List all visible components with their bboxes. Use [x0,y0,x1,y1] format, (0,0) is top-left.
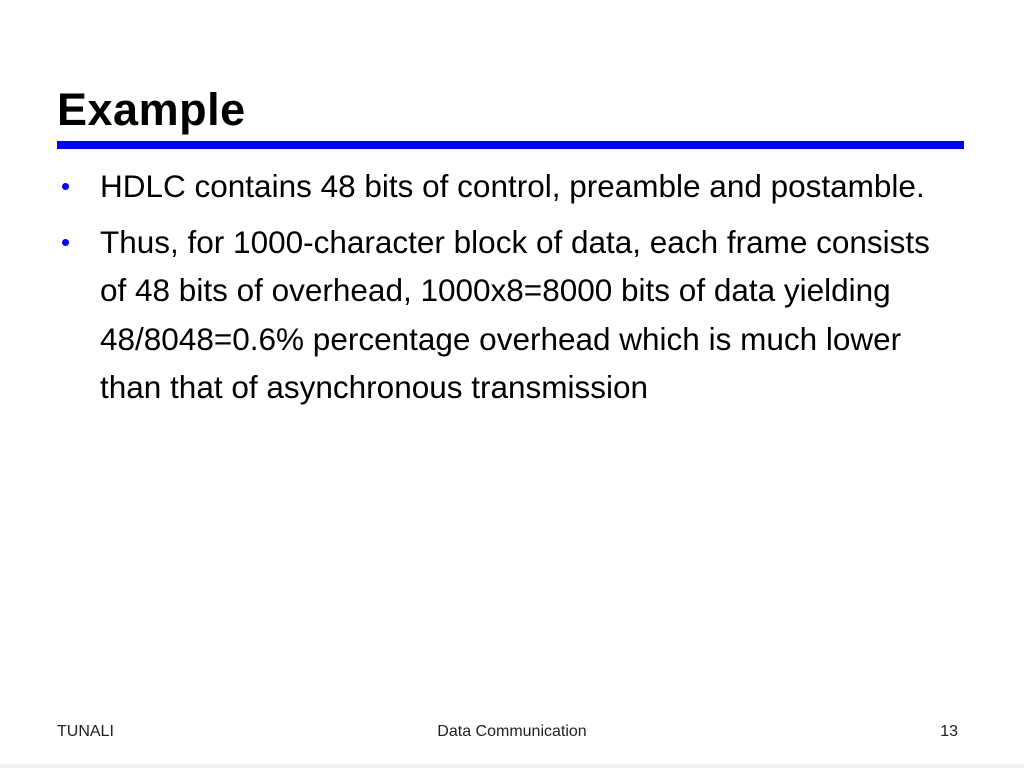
bullet-dot-icon: • [61,171,71,201]
bottom-edge [0,764,1024,768]
slide-title: Example [57,84,246,135]
title-underline [57,141,964,149]
bullet-item [57,162,957,211]
bullet-list [57,162,957,419]
footer-author: TUNALI [57,723,114,740]
footer-course-title: Data Communication [437,723,587,740]
bullet-text: HDLC contains 48 bits of control, preamble and postamble. [100,168,925,204]
bullet-item [57,218,957,412]
page-number: 13 [940,723,958,740]
bullet-dot-icon: • [61,226,71,257]
bullet-text: Thus, for 1000-character block of data, each frame consists of 48 bits of overhead, 1000x8=8000 bits of data yielding 48/8048=0.6% percentage overhead which is much lower than that of asynchronous transmission [100,223,930,405]
